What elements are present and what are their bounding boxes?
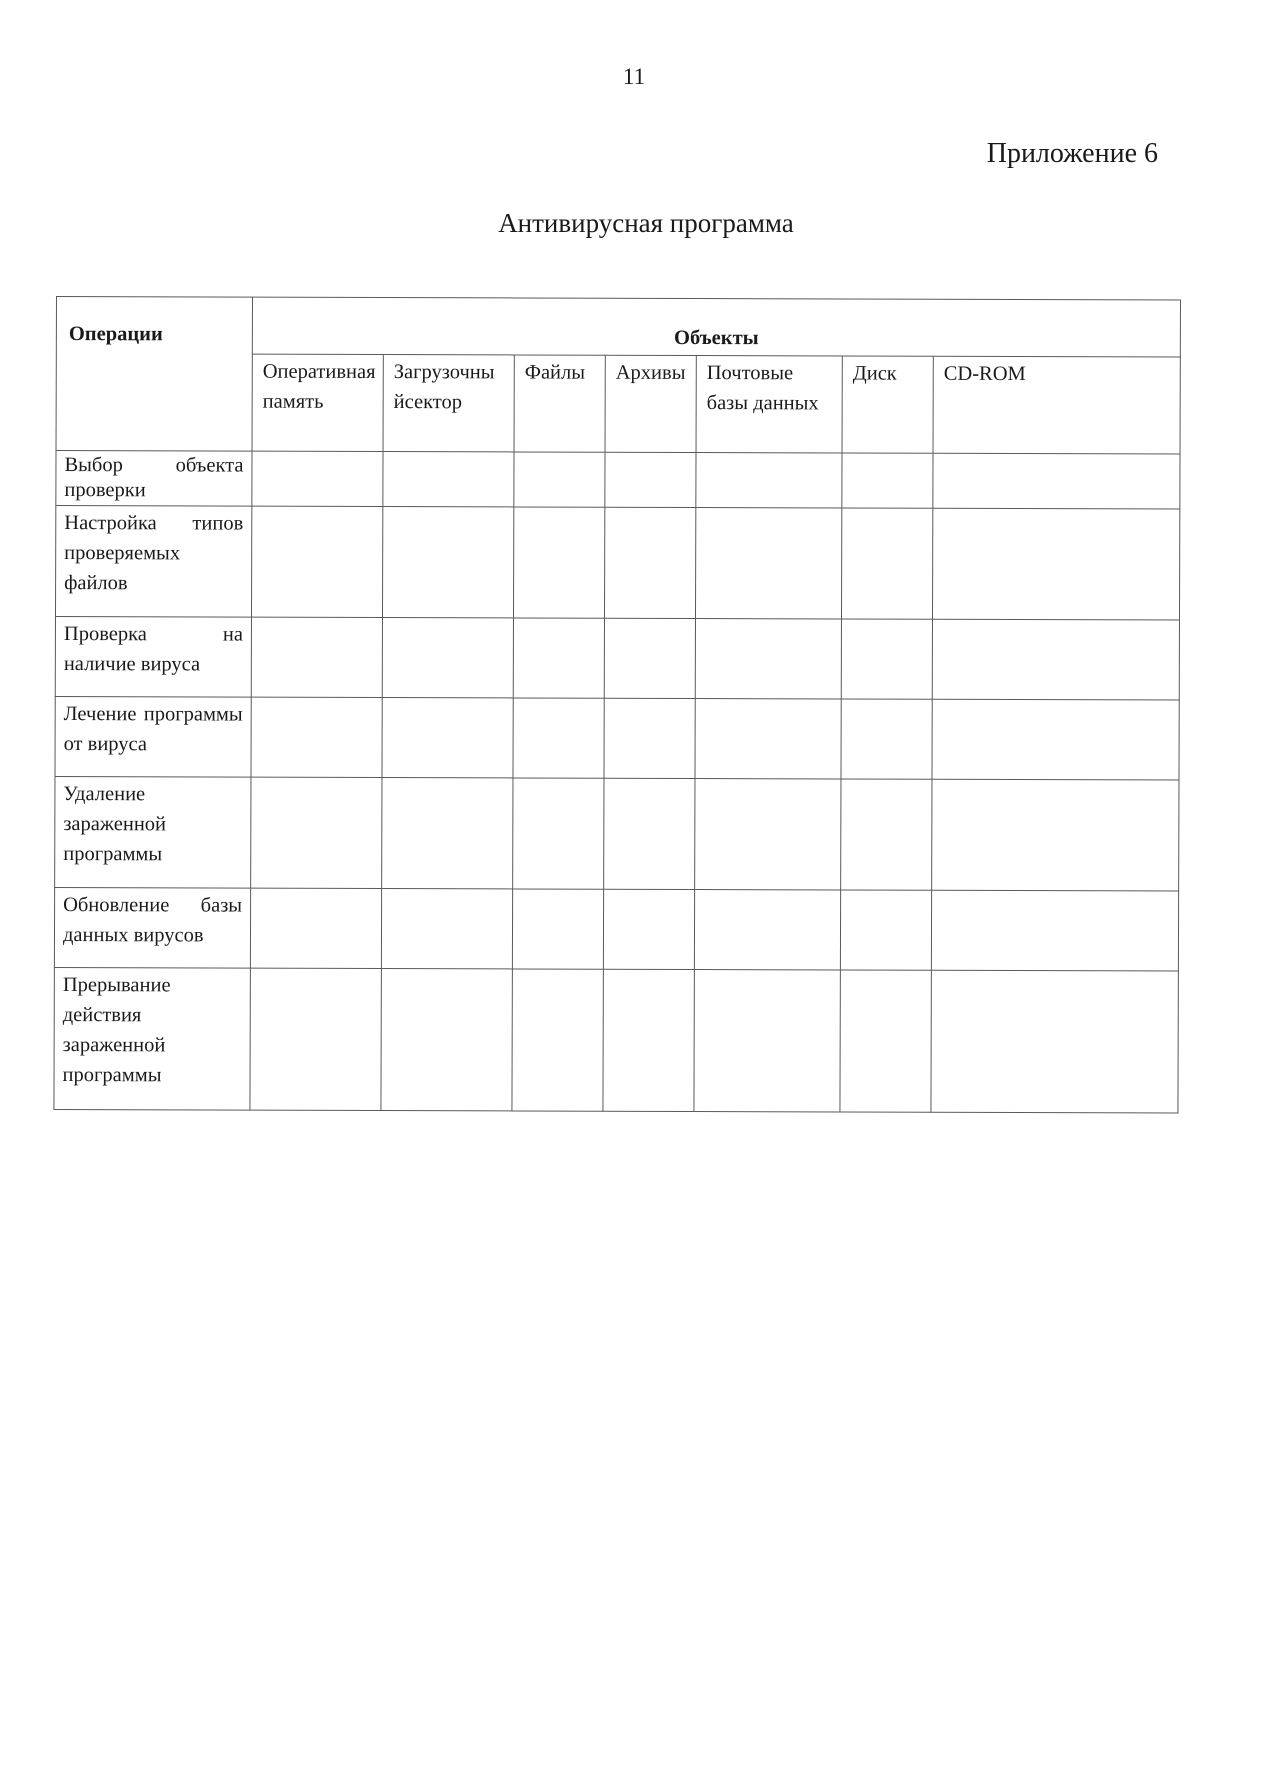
table-cell[interactable]	[696, 453, 842, 508]
operations-header: Операции	[56, 297, 252, 452]
table-row	[56, 451, 1180, 510]
table-cell[interactable]	[604, 507, 695, 618]
table-cell[interactable]	[251, 617, 382, 697]
table-cell[interactable]	[603, 889, 694, 969]
document-title: Антивирусная программа	[498, 208, 794, 238]
table-cell[interactable]	[605, 452, 696, 507]
table-cell[interactable]	[841, 508, 932, 619]
table-cell[interactable]	[695, 619, 841, 699]
table-cell[interactable]	[932, 619, 1179, 700]
table-cell[interactable]	[842, 453, 933, 508]
table-cell[interactable]	[932, 508, 1179, 620]
column-header: Почтовые базы данных	[696, 356, 842, 453]
appendix-label: Приложение 6	[986, 138, 1158, 169]
column-header: CD-ROM	[933, 356, 1180, 454]
table-cell[interactable]	[512, 889, 603, 969]
table-cell[interactable]	[841, 699, 932, 779]
table-cell[interactable]	[932, 779, 1179, 891]
table-cell[interactable]	[932, 699, 1179, 780]
page-number: 11	[622, 64, 646, 89]
table-cell[interactable]	[382, 618, 513, 698]
row-label: Лечение программы от вируса	[55, 696, 251, 777]
column-header: Файлы	[514, 355, 605, 452]
row-label: Проверка на наличие вируса	[55, 617, 251, 698]
table-cell[interactable]	[383, 452, 514, 507]
table-cell[interactable]	[694, 970, 840, 1112]
table-cell[interactable]	[381, 969, 512, 1111]
header-row	[56, 297, 1180, 358]
table-cell[interactable]	[382, 507, 513, 618]
table-cell[interactable]	[841, 779, 932, 890]
table-cell[interactable]	[251, 506, 382, 617]
table-cell[interactable]	[250, 968, 381, 1110]
table-cell[interactable]	[695, 699, 841, 779]
table-cell[interactable]	[604, 778, 695, 889]
row-label: Удаление зараженной программы	[55, 776, 251, 888]
table-cell[interactable]	[252, 451, 383, 506]
table-cell[interactable]	[840, 890, 931, 970]
row-label: Настройка типов проверяемых файлов	[55, 506, 251, 618]
row-label: Выбор объекта проверки	[56, 451, 252, 507]
column-header: Загрузочны йсектор	[383, 355, 514, 452]
table-row	[54, 967, 1178, 1113]
table-cell[interactable]	[841, 619, 932, 699]
column-header: Архивы	[605, 355, 696, 452]
antivirus-table	[53, 296, 1181, 1114]
table-cell[interactable]	[931, 890, 1178, 971]
row-label: Обновление базы данных вирусов	[54, 887, 250, 968]
objects-header: Объекты	[252, 297, 1180, 357]
column-header: Диск	[842, 356, 933, 453]
table-cell[interactable]	[603, 969, 694, 1111]
table-cell[interactable]	[513, 778, 604, 889]
table-row	[55, 617, 1179, 701]
table-cell[interactable]	[604, 698, 695, 778]
table-cell[interactable]	[381, 889, 512, 969]
table-cell[interactable]	[382, 698, 513, 778]
column-header: Оперативная память	[252, 354, 383, 451]
table-cell[interactable]	[251, 777, 382, 888]
table-cell[interactable]	[840, 970, 931, 1112]
table-row	[55, 506, 1179, 621]
table-cell[interactable]	[512, 969, 603, 1111]
table-cell[interactable]	[250, 888, 381, 968]
table-cell[interactable]	[251, 697, 382, 777]
row-label: Прерывание действия зараженной программы	[54, 967, 250, 1110]
table-row	[55, 776, 1179, 891]
table-cell[interactable]	[382, 778, 513, 889]
table-row	[55, 696, 1179, 780]
table-cell[interactable]	[513, 698, 604, 778]
table-cell[interactable]	[931, 970, 1178, 1113]
table-cell[interactable]	[604, 618, 695, 698]
table-cell[interactable]	[513, 507, 604, 618]
table-cell[interactable]	[694, 890, 840, 970]
table-cell[interactable]	[933, 453, 1180, 509]
table-cell[interactable]	[695, 508, 841, 619]
table-cell[interactable]	[695, 779, 841, 890]
table-cell[interactable]	[514, 452, 605, 507]
table-row	[54, 887, 1178, 971]
table-cell[interactable]	[513, 618, 604, 698]
